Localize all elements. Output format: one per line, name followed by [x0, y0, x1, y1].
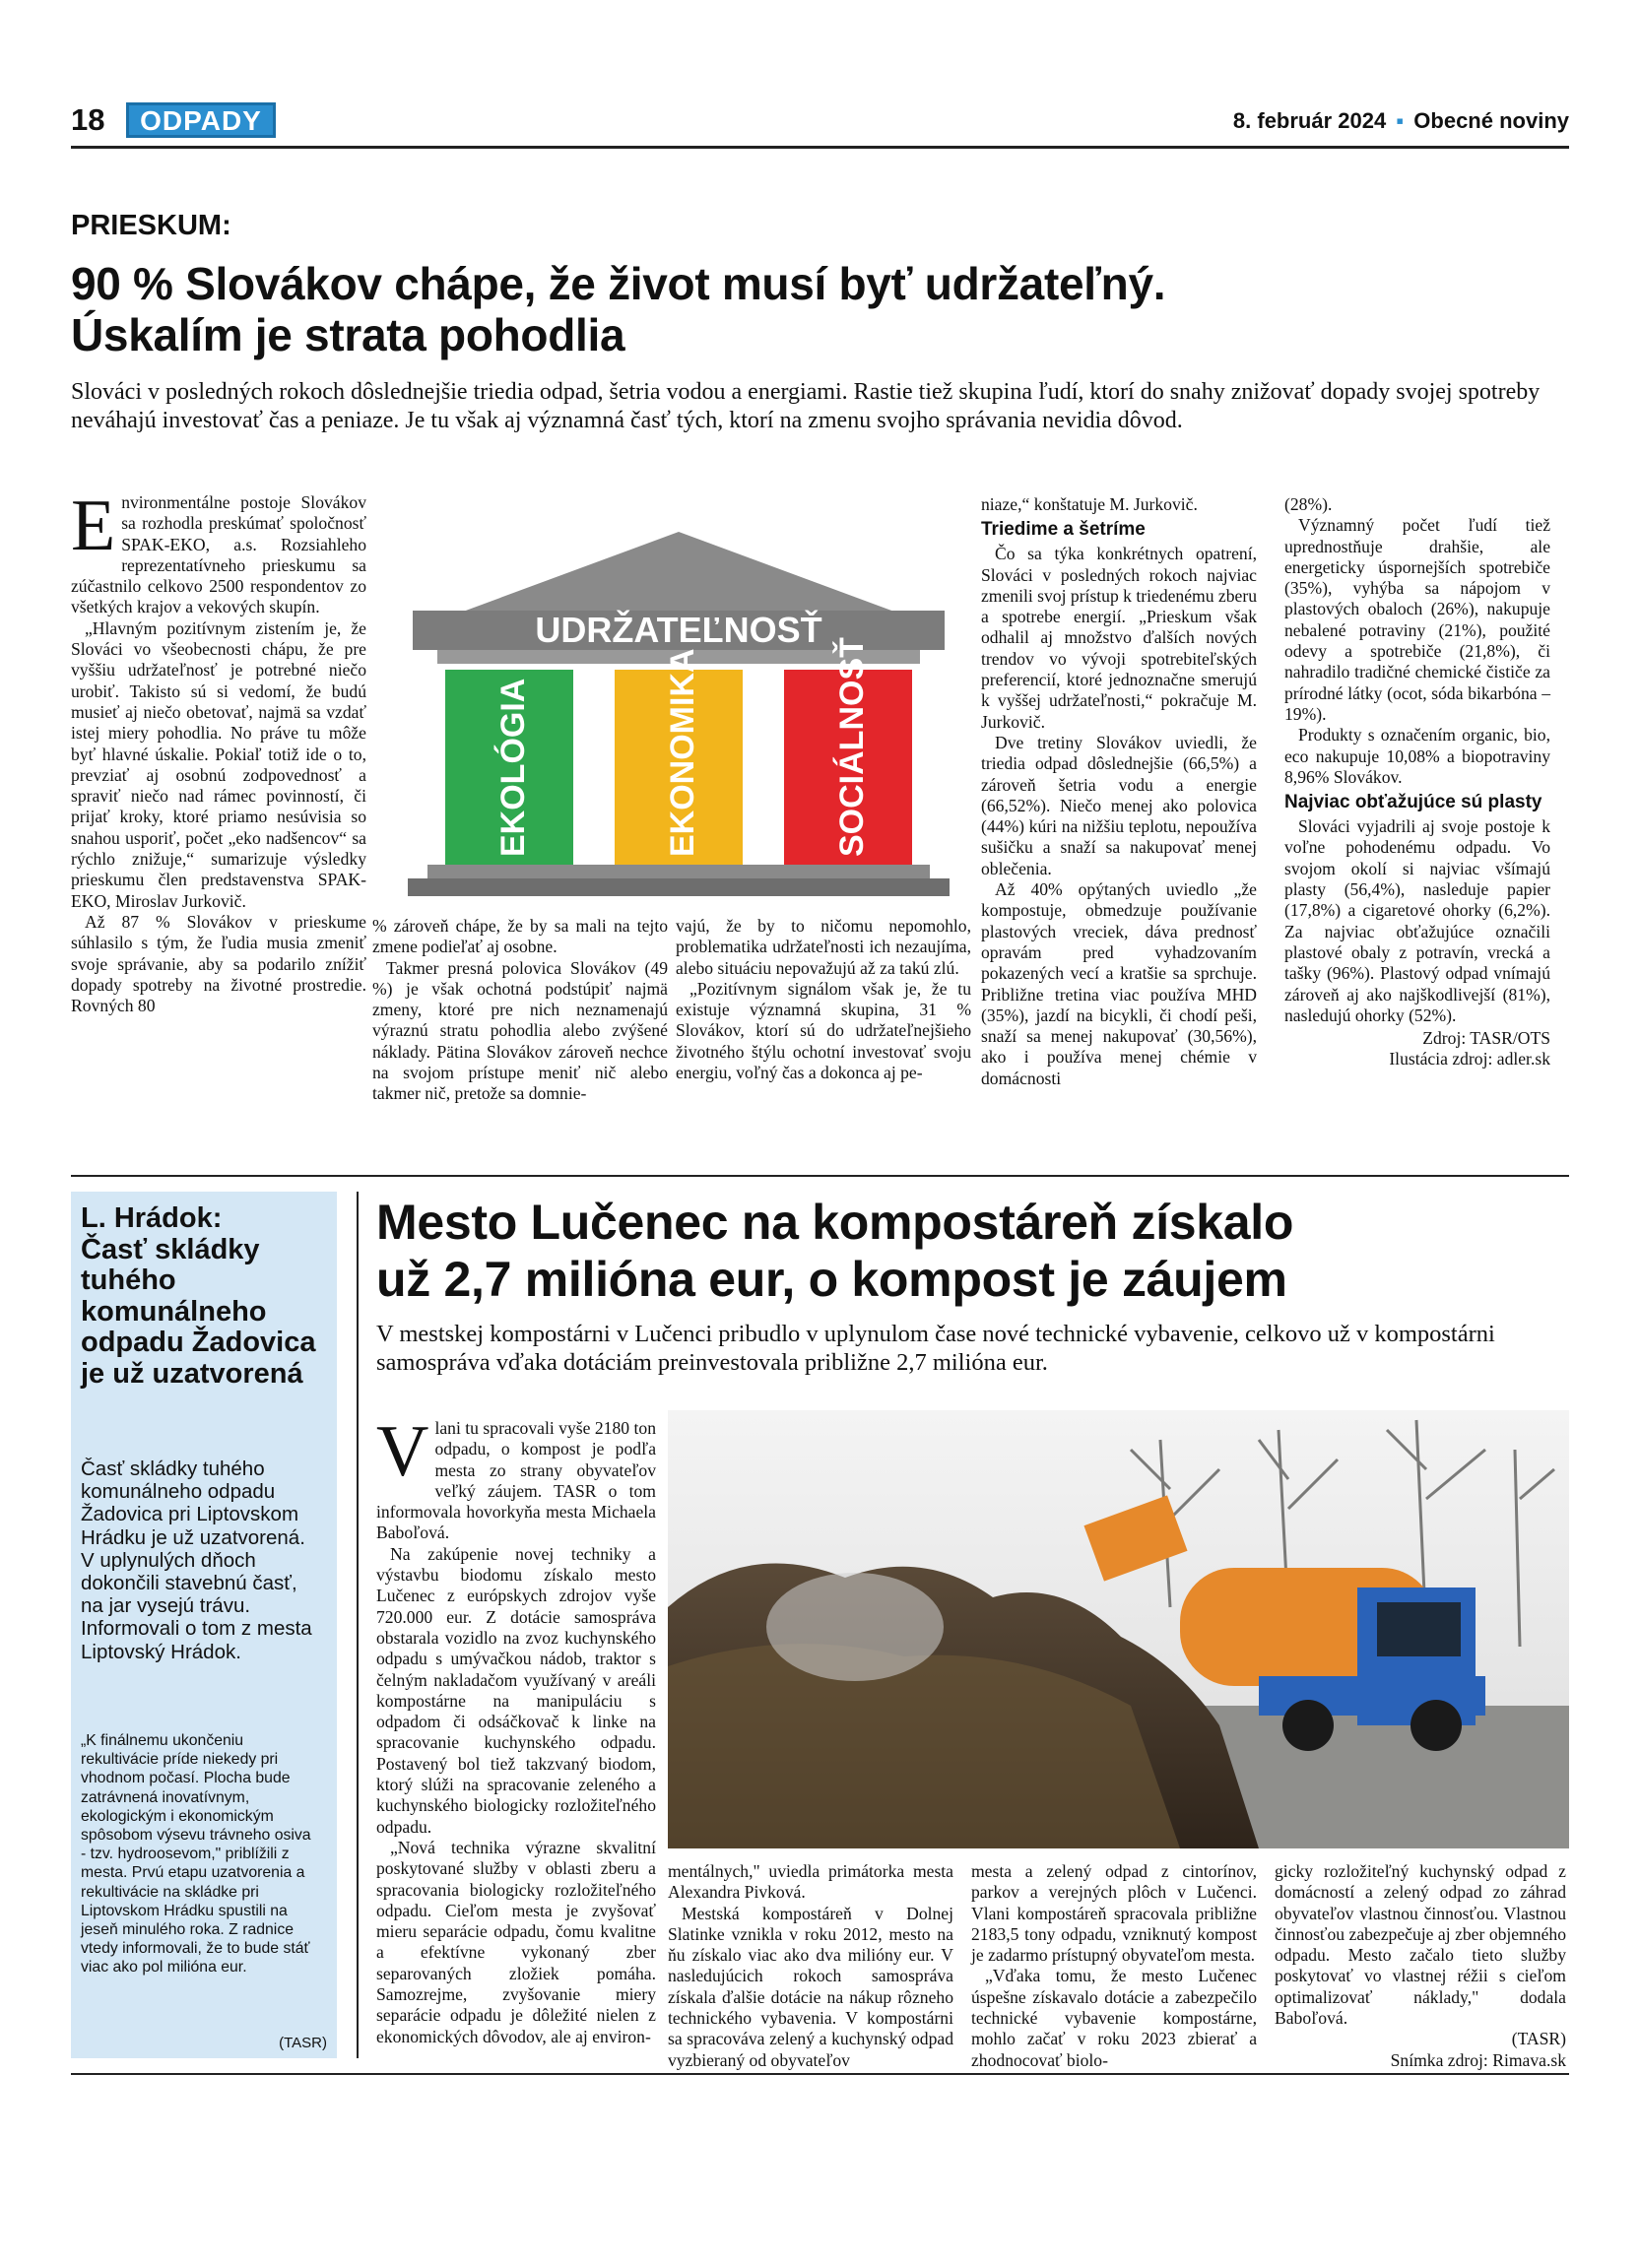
article2-col1-p1: lani tu spracovali vyše 2180 ton odpadu, o kompost je podľa mesta zo strany obyvateľov veľký záujem. TASR o tom informovala hovorkyňa mesta Michaela Baboľová. — [376, 1418, 656, 1543]
article2-col4-p1: gicky rozložiteľný kuchynský odpad z domácností a zelený odpad zo záhrad obyvateľov vlastnou činnosťou. Vlastnou činnosťou zabezpečuje aj zber objemného odpadu. Mesto začalo tieto služby poskytovať vo vlastnej réžii s cieľom optimalizovať náklady," dodala Baboľová. — [1275, 1861, 1566, 2029]
sidebar-credit: (TASR) — [279, 2035, 327, 2051]
article2-column-2 — [668, 1861, 953, 2071]
article1-column-1 — [71, 486, 366, 1016]
article2-title — [376, 1194, 1293, 1308]
article1-title-line2: Úskalím je strata pohodlia — [71, 309, 625, 360]
sidebar-lead: Časť skládky tuhého komunálneho odpadu Žadovica pri Liptovskom Hrádku je už uzatvorená. V uplynulých dňoch dokončili stavebnú časť, na jar vysejú trávu. Informovali o tom z mesta Liptovský Hrádok. — [81, 1458, 312, 1663]
separator: ▪ — [1396, 108, 1405, 133]
pillar-label-ekologia: EKOLÓGIA — [494, 678, 532, 857]
sidebar-title-line1: L. Hrádok: — [81, 1202, 223, 1234]
issue-date: 8. február 2024 — [1232, 108, 1387, 133]
article1-col5-p1: Významný počet ľudí tiež uprednostňuje drahšie, ale energeticky úspornejších spotrebiče (35%), vyhýba sa nápojom v plastových obaloch (26%), nakupuje nebalené potraviny (21%), použité odevy a spotrebiče (21,8%), či nahradilo tradičné chemické čističe za prírodné látky (ocot, sóda bikarbóna – 19%). — [1284, 515, 1550, 724]
compost-photo-graphic — [668, 1410, 1569, 1848]
article1-source: Zdroj: TASR/OTS — [1422, 1028, 1550, 1049]
article1-column-2 — [372, 916, 668, 1105]
article1-lead: Slováci v posledných rokoch dôslednejšie triedia odpad, šetria vodou a energiami. Rastie tiež skupina ľudí, ktorí do snahy znižovať dopady svojej spotreby neváhajú investovať čas a peniaze. Je tu však aj významná časť tých, ktorí na zmenu svojho správania nevidia dôvod. — [71, 379, 1541, 433]
section-label: ODPADY — [126, 102, 276, 138]
header-rule — [71, 146, 1569, 149]
article1-title-line1: 90 % Slovákov chápe, že život musí byť udržateľný. — [71, 258, 1166, 309]
article2-column-3 — [971, 1861, 1257, 2071]
pillar-label-ekonomika: EKONOMIKA — [664, 648, 701, 857]
compost-photo — [668, 1410, 1569, 1848]
sustainability-illustration — [398, 512, 959, 901]
masthead-right — [1233, 108, 1569, 134]
article2-title-line2: už 2,7 milióna eur, o kompost je záujem — [376, 1252, 1287, 1307]
article1-column-3 — [676, 916, 971, 1083]
article1-subhead-plasty: Najviac obťažujúce sú plasty — [1284, 792, 1542, 813]
base-step1 — [427, 865, 930, 878]
article2-col1-p2: Na zakúpenie novej techniky a výstavbu biodomu získalo mesto Lučenec z európskych zdrojov vyše 720.000 eur. Z dotácie samospráva obstarala vozidlo na zvoz kuchynského odpadu s umývačkou nádob, traktor s čelným nakladačom využívaný v areáli kompostárne na manipuláciu s odpadom či odsáčkovač k linke na spracovanie kuchynského odpadu. Postavený bol tiež takzvaný biodom, ktorý slúži na spracovanie zeleného a kuchynského biologicky rozložiteľného odpadu. — [376, 1543, 656, 1837]
sidebar-body: „K finálnemu ukončeniu rekultivácie príde niekedy pri vhodnom počasí. Plocha bude zatrávnená inovatívnym, ekologickým i ekonomickým spôsobom výsevu trávneho osiva - tzv. hydroosevom," priblížili z mesta. Prvú etapu uzatvorenia a rekultivácie na skládke pri Liptovskom Hrádku spustili na jeseň minulého roka. Z radnice vtedy informovali, že to bude stáť viac ako pol milióna eur. — [81, 1732, 311, 1976]
article2-credit: (TASR) — [1511, 2029, 1566, 2049]
article1-col4-p2: Dve tretiny Slovákov uviedli, že triedia odpad dôslednejšie (66,5%) a zároveň šetria vodu a energie (66,52%). Niečo menej ako polovica (44%) kúri na nižšiu teplotu, nepoužíva sušičku a snaží sa nakupovať menej oblečenia. — [981, 732, 1257, 878]
pillar-label-socialnost: SOCIÁLNOSŤ — [833, 637, 871, 857]
article1-col3-p1: vajú, že by to ničomu nepomohlo, problematika udržateľnosti ich nezaujíma, alebo situáciu nepovažujú až za takú zlú. — [676, 916, 971, 978]
sidebar-title — [81, 1203, 327, 1390]
article1-col1-p1: nvironmentálne postoje Slovákov sa rozhodla preskúmať spoločnosť SPAK-EKO, a.s. Rozsiahleho reprezentatívneho prieskumu sa zúčastnilo celkovo 2500 respondentov zo všetkých krajov a vekových skupín. — [71, 492, 366, 617]
article1-subhead-triedime: Triedime a šetríme — [981, 519, 1146, 541]
article2-title-line1: Mesto Lučenec na kompostáreň získalo — [376, 1195, 1294, 1250]
article1-col5-p2: Produkty s označením organic, bio, eco nakupuje 10,08% a biopotraviny 8,96% Slovákov. — [1284, 725, 1550, 787]
article2-col3-p1: mesta a zelený odpad z cintorínov, parkov a verejných plôch v Lučenci. Vlani kompostáreň spracovala približne 2183,5 tony odpadu, vzniknutý kompost je zadarmo prístupný obyvateľom mesta. — [971, 1861, 1257, 1966]
article1-col3-p2: „Pozitívnym signálom však je, že tu existuje významná skupina, 31 % Slovákov, ktorí sú do udržateľnejšieho životného štýlu ochotní investovať svoju energiu, voľný čas a dokonca aj pe- — [676, 978, 971, 1083]
article1-col5-p0: (28%). — [1284, 494, 1333, 514]
article2-col2-p1: mentálnych," uviedla primátorka mesta Alexandra Pivková. — [668, 1861, 953, 1903]
article1-column-5 — [1284, 494, 1550, 1070]
article2-col2-p2: Mestská kompostáreň v Dolnej Slatinke vznikla v roku 2012, mesto na ňu získalo viac ako dva milióny eur. V nasledujúcich rokoch samospráva získala ďalšie dotácie na nákup rôzneho technického vybavenia. V kompostárni sa spracováva zelený a kuchynský odpad vyzbieraný od obyvateľov — [668, 1903, 953, 2070]
article1-col1-p3: Až 87 % Slovákov v prieskume súhlasilo s tým, že ľudia musia zmeniť svoje správanie, aby sa podarilo znížiť dopady spotreby na životné prostredie. Rovných 80 — [71, 911, 366, 1016]
article1-col2-p2: Takmer presná polovica Slovákov (49 %) je však ochotná podstúpiť najmä zmeny, ktoré pre nich neznamenajú výraznú stratu pohodlia alebo zvýšené náklady. Pätina Slovákov zároveň nechce na svojom prístupe meniť nič alebo takmer nič, pretože sa domnie- — [372, 957, 668, 1104]
page-number: 18 — [71, 102, 105, 137]
article2-column-4 — [1275, 1861, 1566, 2071]
article1-title — [71, 258, 1165, 360]
article1-dropcap: E — [71, 486, 116, 566]
base-step2 — [408, 878, 950, 896]
publication-name: Obecné noviny — [1413, 108, 1569, 133]
article2-photo-source: Snímka zdroj: Rimava.sk — [1390, 2049, 1566, 2070]
article2-lead: V mestskej kompostárni v Lučenci pribudlo v uplynulom čase nové technické vybavenie, celkovo už v kompostárni samospráva vďaka dotáciám preinvestovala približne 2,7 milióna eur. — [376, 1321, 1495, 1376]
article1-col1-p2: „Hlavným pozitívnym zistením je, že Slováci vo všeobecnosti chápu, že pre vyššiu udržateľnosť je potrebné niečo urobiť. Takisto sú si vedomí, že budú musieť aj niečo obetovať, najmä sa vzdať istej miery pohodlia. No práve tu môže byť hlavné úskalie. Pokiaľ totiž ide o to, prevziať aj osobnú zodpovednosť a spraviť niečo nad rámec povinností, či prijať kroky, ktoré priamo nesúvisia so snahou usporiť, počet „eko nadšencov“ sa rýchlo znižuje,“ sumarizuje výsledky prieskumu člen predstavenstva SPAK-EKO, Miroslav Jurkovič. — [71, 617, 366, 911]
article1-col4-p1: Čo sa týka konkrétnych opatrení, Slováci v posledných rokoch najviac zmenili svoj prístup k triedenému zberu a spotrebe energií. „Prieskum však odhalil aj množstvo ďalších nových trendov vo vývoji spotrebiteľských preferencií, ktoré jednoznačne smerujú k vyššej udržateľnosti,“ pokračuje M. Jurkovič. — [981, 544, 1257, 732]
article2-left-rule — [357, 1192, 359, 2058]
article1-col5-p3: Slováci vyjadrili aj svoje postoje k voľne pohodenému odpadu. Vo svojom okolí si najviac všímajú plasty (56,4%), nasleduje papier (17,8%) a cigaretové ohorky (6,2%). Za najviac obťažujúce označili plastové obaly z potravín, vrecká a tašky (96%). Plastový odpad vnímajú zároveň aj ako najškodlivejší (81%), nasledujú ohorky (52%). — [1284, 816, 1550, 1025]
roof-label: UDRŽATEĽNOSŤ — [535, 610, 822, 650]
article1-column-4 — [981, 494, 1257, 1089]
sidebar-title-rest: Časť skládky tuhého komunálneho odpadu Žadovica je už uzatvorená — [81, 1233, 316, 1390]
article1-col2-p1: % zároveň chápe, že by sa mali na tejto zmene podieľať aj osobne. — [372, 916, 668, 957]
article1-kicker: PRIESKUM: — [71, 210, 231, 241]
article1-col4-p3: Až 40% opýtaných uviedlo „že kompostuje, obmedzuje používanie plastových vreciek, dáva prednosť opravám pred vyhadzovaním pokazených vecí a kratšie sa sprchuje. Približne tretina viac používa MHD (35%), jazdí na bicykli, či chodí peši, snaží sa menej nakupovať (30,56%), ako i používa menej chémie v domácnosti — [981, 879, 1257, 1088]
mid-rule — [71, 1175, 1569, 1177]
pillars-graphic — [398, 512, 959, 901]
article1-col4-p0: niaze,“ konštatuje M. Jurkovič. — [981, 494, 1198, 514]
bottom-rule — [71, 2073, 1569, 2075]
article1-illustration-source: Ilustácia zdroj: adler.sk — [1389, 1049, 1550, 1069]
article2-col1-p3: „Nová technika výrazne skvalitní poskytované služby v oblasti zberu a spracovania biologicky rozložiteľného odpadu. Cieľom mesta je zvyšovať mieru separácie odpadu, čomu kvalitne a efektívne vykonaný zber separovaných zložiek pomáha. Samozrejme, zvyšovanie miery separácie odpadu je dôležité nielen z ekonomických dôvodov, ale aj environ- — [376, 1837, 656, 2046]
article2-dropcap: V — [376, 1411, 429, 1492]
article2-column-1 — [376, 1411, 656, 2047]
article2-col3-p2: „Vďaka tomu, že mesto Lučenec úspešne získavalo dotácie a zabezpečilo technické vybavenie kompostárne, mohlo začať v roku 2023 zbierať a zhodnocovať biolo- — [971, 1966, 1257, 2070]
